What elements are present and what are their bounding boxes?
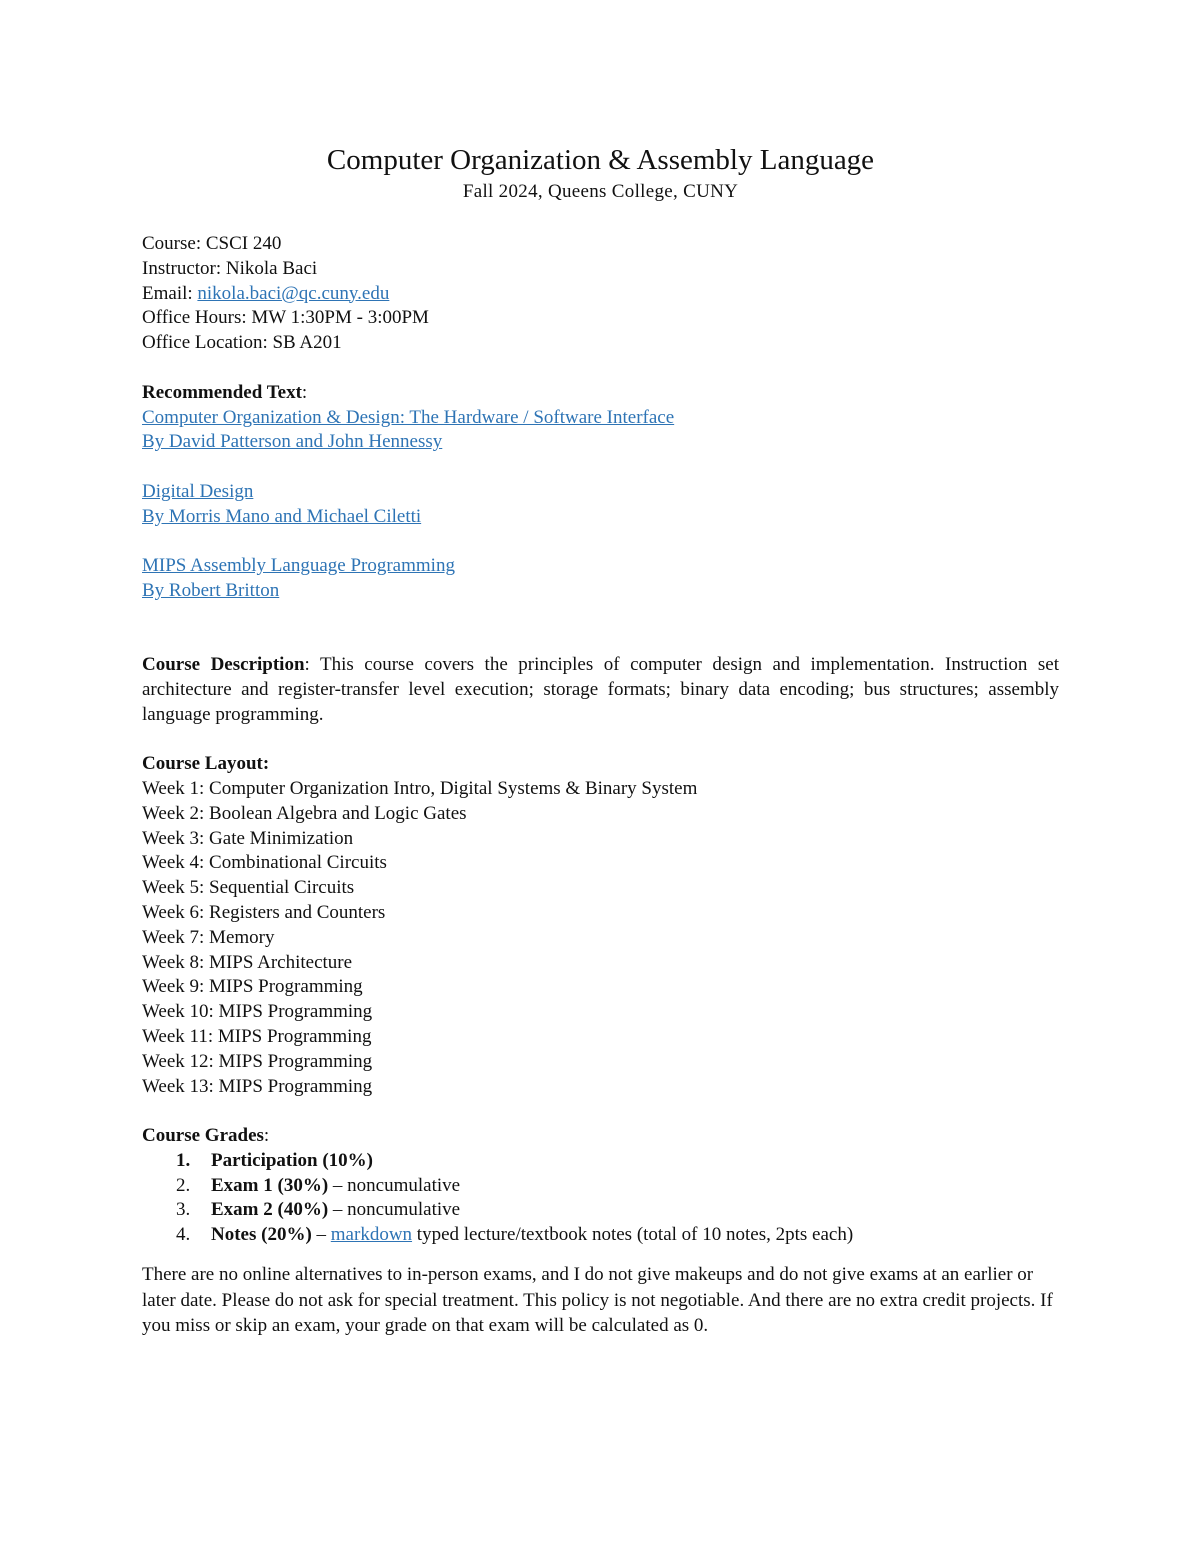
document-title: Computer Organization & Assembly Language [326, 144, 875, 176]
week-item: Week 4: Combinational Circuits [142, 852, 387, 874]
week-item: Week 3: Gate Minimization [142, 827, 354, 849]
instructor-name: Instructor: Nikola Baci [142, 257, 318, 279]
grade-item-label: Exam 2 (40%) [211, 1199, 329, 1221]
course-layout-heading [142, 752, 1059, 777]
recommended-text-colon: : [301, 381, 308, 403]
book-authors-link[interactable]: By Robert Britton [142, 580, 280, 602]
grade-item [176, 1149, 1059, 1174]
email-label: Email: [142, 282, 198, 304]
grade-item-number: 2. [176, 1174, 191, 1196]
course-code: Course: CSCI 240 [142, 233, 282, 254]
grade-item-number: 4. [176, 1224, 191, 1246]
course-description-heading: Course Description [142, 653, 305, 675]
week-item: Week 5: Sequential Circuits [142, 877, 355, 899]
week-item: Week 13: MIPS Programming [142, 1075, 373, 1097]
week-item: Week 1: Computer Organization Intro, Digital Systems & Binary System [142, 777, 698, 799]
week-item: Week 6: Registers and Counters [142, 901, 386, 923]
book-title-link[interactable]: Digital Design [142, 480, 254, 502]
recommended-text-heading-label: Recommended Text [142, 381, 302, 403]
course-grades-heading-label: Course Grades [142, 1125, 264, 1147]
markdown-link[interactable]: markdown [330, 1224, 413, 1246]
grades-list [142, 1149, 1059, 1248]
recommended-text-section [142, 381, 1059, 604]
week-item: Week 10: MIPS Programming [142, 1001, 373, 1023]
week-item: Week 8: MIPS Architecture [142, 951, 353, 973]
office-location: Office Location: SB A201 [142, 332, 342, 354]
course-info [142, 232, 1059, 356]
recommended-text-heading [142, 381, 1059, 406]
week-item: Week 9: MIPS Programming [142, 976, 363, 998]
email-line [142, 282, 1059, 307]
grade-item-label: Exam 1 (30%) [211, 1174, 329, 1196]
office-hours: Office Hours: MW 1:30PM - 3:00PM [142, 307, 429, 329]
grade-item-note: – noncumulative [328, 1199, 461, 1221]
grade-item-number: 3. [176, 1199, 191, 1221]
grade-item [176, 1174, 1059, 1199]
book-authors-link[interactable]: By Morris Mano and Michael Ciletti [142, 505, 422, 527]
course-layout-section [142, 752, 1059, 1099]
grade-item [176, 1198, 1059, 1223]
course-layout-heading-label: Course Layout: [142, 753, 270, 775]
week-item: Week 2: Boolean Algebra and Logic Gates [142, 802, 467, 824]
book-title-link[interactable]: MIPS Assembly Language Programming [142, 555, 455, 577]
email-link[interactable]: nikola.baci@qc.cuny.edu [197, 282, 390, 304]
document-header [142, 140, 1059, 204]
course-grades-heading [142, 1124, 1059, 1149]
exam-policy: There are no online alternatives to in-person exams, and I do not give makeups and do not give exams at an earlier or later date. Please do not ask for special treatment. This policy is not negotiable. And there are no extra credit projects. If you miss or skip an exam, your grade on that exam will be calculated as 0. [142, 1264, 1053, 1337]
document-subtitle: Fall 2024, Queens College, CUNY [462, 181, 739, 202]
course-grades-colon: : [263, 1125, 270, 1147]
grade-item-label: Notes (20%) [211, 1224, 312, 1246]
book-authors-link[interactable]: By David Patterson and John Hennessy [142, 431, 443, 453]
course-grades-section [142, 1124, 1059, 1248]
grade-item [176, 1223, 1059, 1248]
grade-item-note: typed lecture/textbook notes (total of 10 notes, 2pts each) [412, 1224, 854, 1246]
grade-item-number: 1. [176, 1149, 191, 1171]
grade-item-note: – noncumulative [328, 1174, 461, 1196]
grade-item-label: Participation (10%) [211, 1149, 374, 1171]
syllabus-page [142, 140, 1059, 1339]
grade-item-dash: – [311, 1224, 331, 1246]
course-description-text: : This course covers the principles of computer design and implementation. Instruction set architecture and register-transfer level execution; storage formats; binary data encoding; bus structures; assembly language programming. [142, 653, 1059, 725]
week-item: Week 11: MIPS Programming [142, 1025, 372, 1047]
book-title-link[interactable]: Computer Organization & Design: The Hardware / Software Interface [142, 406, 675, 428]
week-item: Week 7: Memory [142, 926, 275, 948]
week-item: Week 12: MIPS Programming [142, 1050, 373, 1072]
course-description [142, 653, 1059, 727]
